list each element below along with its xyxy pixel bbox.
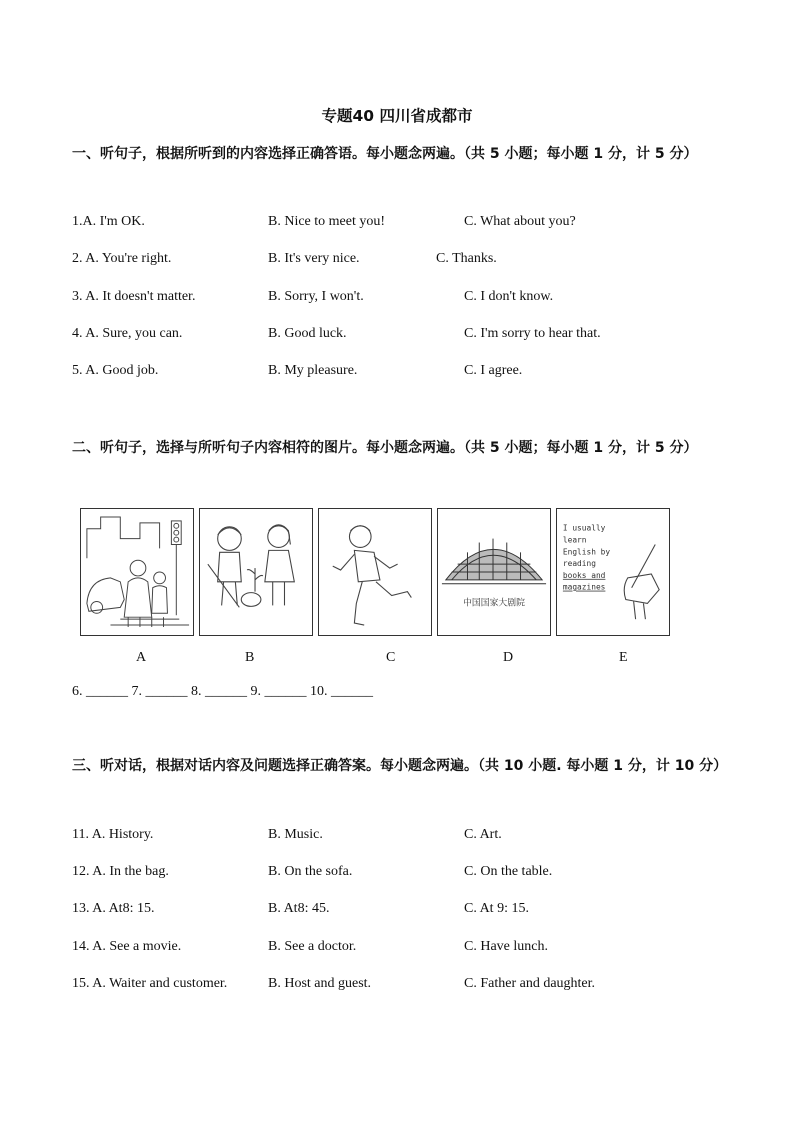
option-c[interactable]: C. What about you? (464, 214, 576, 229)
option-b[interactable]: B. It's very nice. (268, 251, 360, 266)
tree-planting-illustration (200, 509, 312, 635)
picture-b[interactable] (199, 508, 313, 636)
option-a[interactable]: 11. A. History. (72, 827, 154, 842)
picture-label-a: A (136, 650, 147, 665)
option-c[interactable]: C. I'm sorry to hear that. (464, 326, 601, 341)
section3-heading: 三、听对话，根据对话内容及问题选择正确答案。每小题念两遍。（共 10 小题. 每小题 1 分，计 10 分） (72, 758, 728, 774)
street-crossing-illustration (81, 509, 193, 635)
option-c[interactable]: C. At 9: 15. (464, 901, 529, 916)
option-a[interactable]: 1.A. I'm OK. (72, 214, 145, 229)
option-a[interactable]: 12. A. In the bag. (72, 864, 169, 879)
picture-c[interactable] (318, 508, 432, 636)
option-c[interactable]: C. I agree. (464, 363, 523, 378)
option-b[interactable]: B. Sorry, I won't. (268, 289, 364, 304)
picture-d[interactable] (437, 508, 551, 636)
picture-label-c: C (386, 650, 396, 665)
writing-hand-icon (624, 544, 659, 619)
option-a[interactable]: 2. A. You're right. (72, 251, 172, 266)
option-b[interactable]: B. See a doctor. (268, 939, 357, 954)
option-b[interactable]: B. Music. (268, 827, 323, 842)
picture-d-caption: 中国国家大剧院 (463, 598, 525, 609)
picture-label-b: B (245, 650, 255, 665)
option-a[interactable]: 3. A. It doesn't matter. (72, 289, 196, 304)
option-c[interactable]: C. On the table. (464, 864, 553, 879)
option-c[interactable]: C. Have lunch. (464, 939, 548, 954)
running-boy-illustration (319, 509, 431, 635)
note-line: English by (562, 547, 611, 557)
option-a[interactable]: 15. A. Waiter and customer. (72, 976, 228, 991)
option-b[interactable]: B. My pleasure. (268, 363, 358, 378)
option-a[interactable]: 4. A. Sure, you can. (72, 326, 183, 341)
note-line: learn (562, 535, 587, 545)
note-line: books and (562, 570, 606, 580)
note-line: magazines (562, 582, 606, 592)
option-a[interactable]: 14. A. See a movie. (72, 939, 182, 954)
answer-blanks[interactable]: 6. ______ 7. ______ 8. ______ 9. ______ 10. ______ (72, 684, 373, 699)
section1-heading: 一、听句子，根据所听到的内容选择正确答语。每小题念两遍。（共 5 小题；每小题 1 分，计 5 分） (72, 146, 698, 162)
option-a[interactable]: 13. A. At8: 15. (72, 901, 155, 916)
option-b[interactable]: B. Host and guest. (268, 976, 372, 991)
picture-label-e: E (619, 650, 628, 665)
handwriting-note-illustration (557, 509, 669, 635)
option-c[interactable]: C. Art. (464, 827, 502, 842)
picture-a[interactable] (80, 508, 194, 636)
section2-heading: 二、听句子，选择与所听句子内容相符的图片。每小题念两遍。（共 5 小题；每小题 1 分，计 5 分） (72, 440, 698, 456)
national-theatre-illustration (438, 509, 550, 635)
picture-strip (80, 508, 680, 640)
note-line: I usually (562, 523, 606, 533)
option-b[interactable]: B. Good luck. (268, 326, 347, 341)
option-b[interactable]: B. Nice to meet you! (268, 214, 386, 229)
picture-label-d: D (503, 650, 514, 665)
picture-e[interactable] (556, 508, 670, 636)
option-c[interactable]: C. Thanks. (436, 251, 497, 266)
note-line: reading (562, 559, 596, 569)
option-c[interactable]: C. I don't know. (464, 289, 554, 304)
option-b[interactable]: B. On the sofa. (268, 864, 353, 879)
page-title: 专题40 四川省成都市 (321, 107, 473, 125)
option-a[interactable]: 5. A. Good job. (72, 363, 159, 378)
option-b[interactable]: B. At8: 45. (268, 901, 330, 916)
option-c[interactable]: C. Father and daughter. (464, 976, 596, 991)
